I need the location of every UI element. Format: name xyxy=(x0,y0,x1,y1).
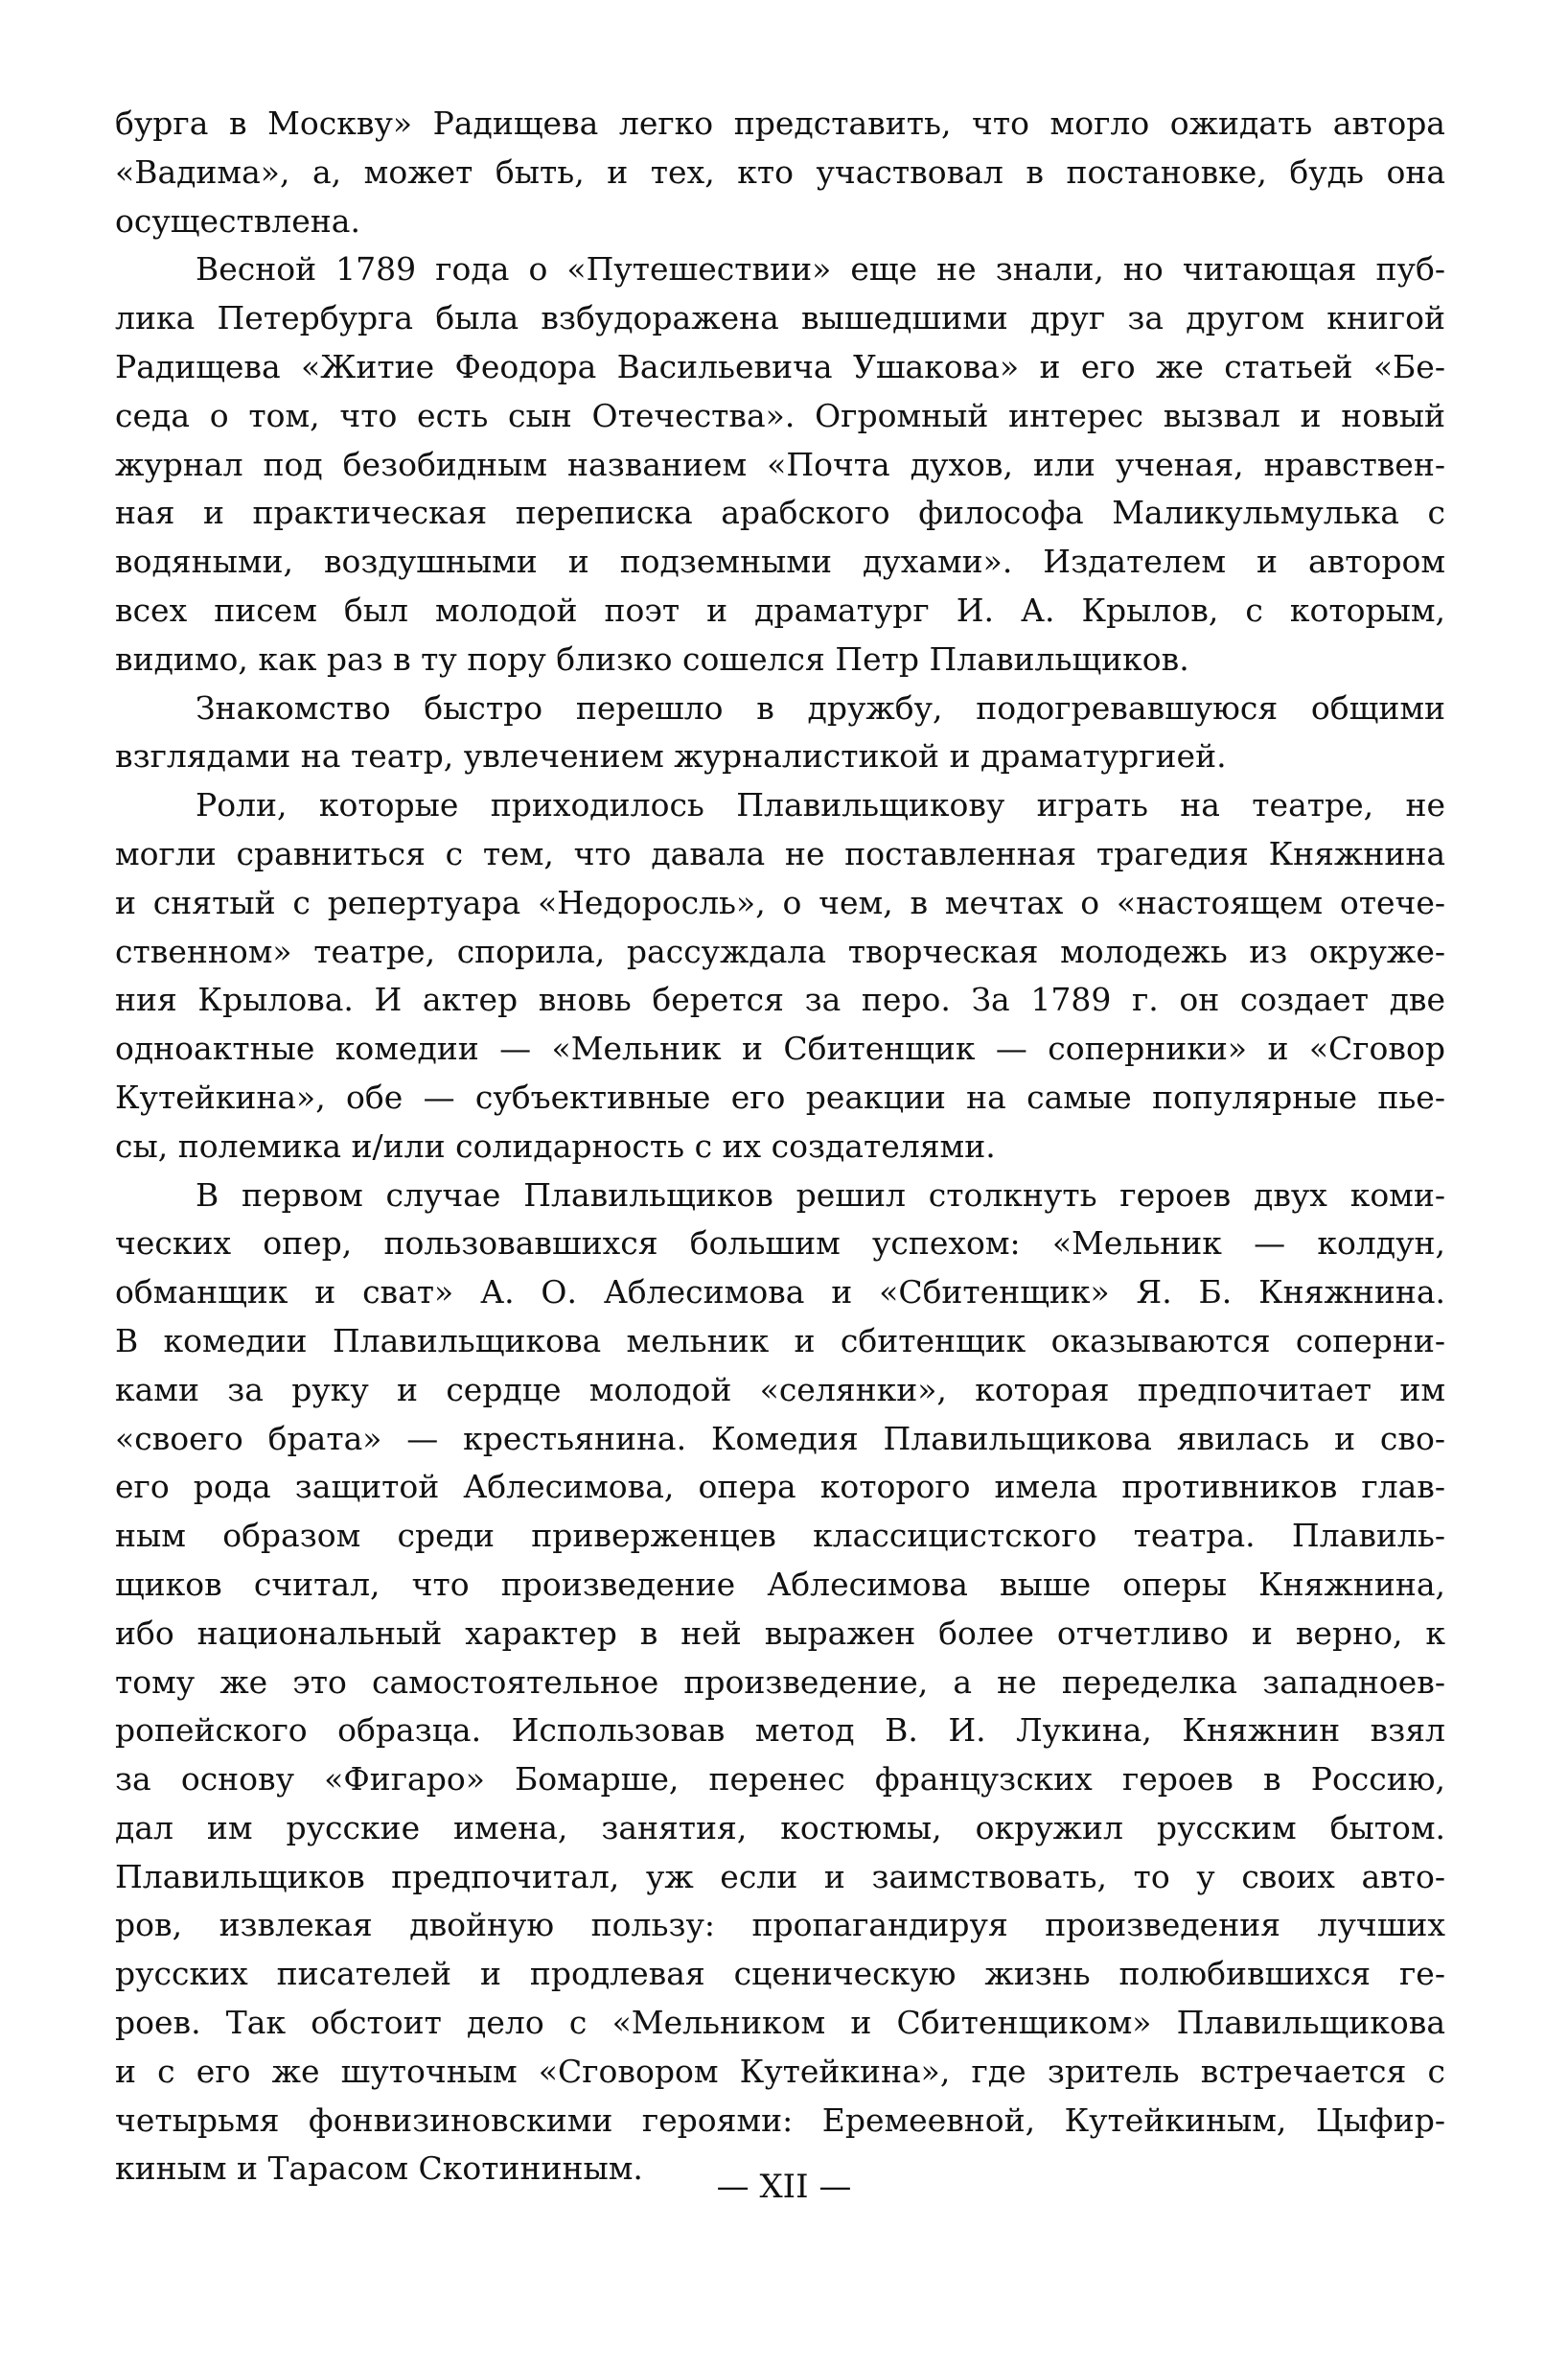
paragraph xyxy=(115,245,1445,684)
text-line: ками за руку и сердце молодой «селянки», которая предпочитает им xyxy=(115,1370,1445,1408)
text-line: роев. Так обстоит дело с «Мельником и Сбитенщиком» Плавильщикова xyxy=(115,2004,1445,2042)
text-line: за основу «Фигаро» Бомарше, перенес французских героев в Россию, xyxy=(115,1760,1445,1799)
text-line: ная и практическая переписка арабского философа Маликульмулька с xyxy=(115,494,1445,532)
text-line: лика Петербурга была взбудоражена вышедшими друг за другом книгой xyxy=(115,299,1445,337)
text-line: «своего брата» — крестьянина. Комедия Плавильщикова явилась и сво- xyxy=(115,1419,1445,1457)
text-line: журнал под безобидным названием «Почта духов, или ученая, нравствен- xyxy=(115,445,1445,483)
paragraph xyxy=(115,781,1445,1171)
text-line: водяными, воздушными и подземными духами». Издателем и автором xyxy=(115,543,1445,581)
text-line: тому же это самостоятельное произведение, а не переделка западноев- xyxy=(115,1662,1445,1701)
text-line: четырьмя фонвизиновскими героями: Еремеевной, Кутейкиным, Цыфир- xyxy=(115,2101,1445,2139)
text-line: его рода защитой Аблесимова, опера которого имела противников глав- xyxy=(115,1468,1445,1506)
text-line: дал им русские имена, занятия, костюмы, окружил русским бытом. xyxy=(115,1808,1445,1846)
text-line: ческих опер, пользовавшихся большим успехом: «Мельник — колдун, xyxy=(115,1224,1445,1263)
paragraph xyxy=(115,685,1445,782)
text-line: седа о том, что есть сын Отечества». Огромный интерес вызвал и новый xyxy=(115,396,1445,434)
text-line: киным и Тарасом Скотининым. xyxy=(115,2149,643,2188)
text-line: В первом случае Плавильщиков решил столкнуть героев двух коми- xyxy=(196,1175,1445,1214)
text-line: Весной 1789 года о «Путешествии» еще не знали, но читающая пуб- xyxy=(196,250,1445,289)
text-line: взглядами на театр, увлечением журналистикой и драматургией. xyxy=(115,737,1227,776)
text-line: осуществлена. xyxy=(115,201,360,240)
text-line: сы, полемика и/или солидарность с их создателями. xyxy=(115,1126,996,1165)
text-line: ственном» театре, спорила, рассуждала творческая молодежь из окруже- xyxy=(115,932,1445,970)
text-line: обманщик и сват» А. О. Аблесимова и «Сбитенщик» Я. Б. Княжнина. xyxy=(115,1273,1445,1312)
text-line: ропейского образца. Использовав метод В. И. Лукина, Княжнин взял xyxy=(115,1711,1445,1750)
text-line: могли сравниться с тем, что давала не поставленная трагедия Княжнина xyxy=(115,834,1445,872)
text-line: русских писателей и продлевая сценическую жизнь полюбившихся ге- xyxy=(115,1955,1445,1993)
paragraph xyxy=(115,1172,1445,2194)
text-line: ным образом среди приверженцев классицистского театра. Плавиль- xyxy=(115,1517,1445,1555)
text-line: Знакомство быстро перешло в дружбу, подогревавшуюся общими xyxy=(196,688,1445,727)
text-line: Плавильщиков предпочитал, уж если и заимствовать, то у своих авто- xyxy=(115,1857,1445,1895)
text-line: видимо, как раз в ту пору близко сошелся Петр Плавильщиков. xyxy=(115,639,1189,678)
text-line: бурга в Москву» Радищева легко представить, что могло ожидать автора xyxy=(115,104,1445,142)
body-text xyxy=(115,100,1445,2194)
text-line: и снятый с репертуара «Недоросль», о чем, в мечтах о «настоящем отече- xyxy=(115,883,1445,921)
text-line: В комедии Плавильщикова мельник и сбитенщик оказываются соперни- xyxy=(115,1321,1445,1359)
text-line: ров, извлекая двойную пользу: пропагандируя произведения лучших xyxy=(115,1906,1445,1944)
text-line: щиков считал, что произведение Аблесимова выше оперы Княжнина, xyxy=(115,1565,1445,1603)
text-line: всех писем был молодой поэт и драматург И. А. Крылов, с которым, xyxy=(115,591,1445,629)
text-line: Кутейкина», обе — субъективные его реакции на самые популярные пье- xyxy=(115,1078,1445,1116)
text-line: ибо национальный характер в ней выражен более отчетливо и верно, к xyxy=(115,1613,1445,1652)
text-line: Радищева «Житие Феодора Васильевича Ушакова» и его же статьей «Бе- xyxy=(115,347,1445,385)
text-line: одноактные комедии — «Мельник и Сбитенщик — соперники» и «Сговор xyxy=(115,1030,1445,1068)
text-line: и с его же шуточным «Сговором Кутейкина», где зритель встречается с xyxy=(115,2052,1445,2090)
text-line: «Вадима», а, может быть, и тех, кто участвовал в постановке, будь она xyxy=(115,152,1445,191)
text-line: ния Крылова. И актер вновь берется за перо. За 1789 г. он создает две xyxy=(115,981,1445,1019)
text-line: Роли, которые приходилось Плавильщикову играть на театре, не xyxy=(196,786,1445,824)
paragraph xyxy=(115,100,1445,245)
page-number: — XII — xyxy=(716,2168,852,2206)
